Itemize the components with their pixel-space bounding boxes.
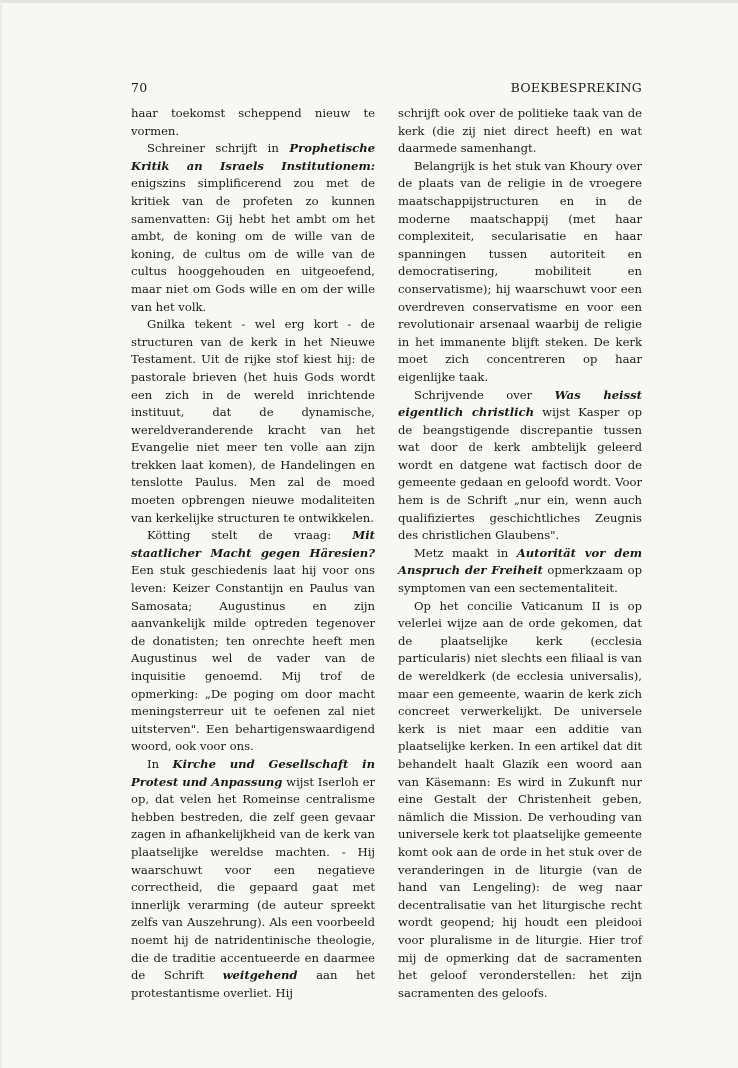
paragraph: Gnilka tekent - wel erg kort - de structuren van de kerk in het Nieuwe Testament. Uit de rijke stof kiest hij: de pastorale brieven (het huis Gods wordt een zich in de wereld inrichtende instituut, dat de dynamische, wereldveranderende kracht van het Evangelie niet meer ten volle aan zijn trekken laat komen), de Handelingen en tenslotte Paulus. Men zal de moed moeten opbrengen nieuwe modaliteiten van kerkelijke structuren te ontwikkelen. bbox=[131, 317, 375, 525]
page-number: 70 bbox=[131, 80, 148, 95]
paragraph: Belangrijk is het stuk van Khoury over de plaats van de religie in de vroegere maatschappijstructuren en in de moderne maatschappij (met haar complexiteit, secularisatie en haar spanningen tussen autoriteit en democratisering, mobiliteit en conservatisme); hij waarschuwt voor een overdreven conservatisme en voor een revolutionair arsenaal waarbij de religie in het immanente blijft steken. De kerk moet zich concentreren op haar eigenlijke taak. bbox=[398, 158, 642, 384]
paragraph: Schrijvende over Was heisst eigentlich christlich wijst Kasper op de beangstigende discrepantie tussen wat door de kerk ambtelijk geleerd wordt en datgene wat factisch door de gemeente gedaan en geloofd wordt. Voor hem is de Schrift „nur ein, wenn auch qualifiziertes geschichtliches Zeugnis des christlichen Glaubens". bbox=[398, 387, 642, 543]
book-title: Kirche und Gesellschaft in Protest und Anpassung bbox=[131, 756, 375, 789]
paragraph: Metz maakt in Autorität vor dem Anspruch der Freiheit opmerkzaam op symptomen van een sectementaliteit. bbox=[398, 545, 642, 596]
book-title: Was heisst eigentlich christlich bbox=[398, 387, 642, 420]
paragraph: Kötting stelt de vraag: Mit staatlicher Macht gegen Häresien? Een stuk geschiedenis laat hij voor ons leven: Keizer Constantijn en Paulus van Samosata; Augustinus en zijn aanvankelijk milde optreden tegenover de donatisten; ten onrechte heeft men Augustinus wel de vader van de inquisitie genoemd. Mij trof de opmerking: „De poging om door macht meningsterreur uit te oefenen zal niet uitsterven". Een behartigenswaardigend woord, ook voor ons. bbox=[131, 528, 375, 754]
book-title: Autorität vor dem Anspruch der Freiheit bbox=[398, 545, 642, 578]
paragraph: Op het concilie Vaticanum II is op velerlei wijze aan de orde gekomen, dat de plaatselijke kerk (ecclesia particularis) niet slechts een filiaal is van de wereldkerk (de ecclesia universalis), maar een gemeente, waarin de kerk zich concreet verwerkelijkt. De universele kerk is niet maar een additie van plaatselijke kerken. In een artikel dat dit behandelt haalt Glazik een woord aan van Käsemann: Es wird in Zukunft nur eine Gestalt der Christenheit geben, nämlich die Mission. De verhouding van universele kerk tot plaatselijke gemeente komt ook aan de orde in het stuk over de veranderingen in de liturgie (van de hand van Lengeling): de weg naar decentralisatie van het liturgische recht wordt geopend; hij houdt een pleidooi voor pluralisme in de liturgie. Hier trof mij de opmerking dat de sacramenten het geloof veronderstellen: het zijn sacramenten des geloofs. bbox=[398, 598, 642, 1000]
paragraph: schrijft ook over de politieke taak van de kerk (die zij niet direct heeft) en wat daarmede samenhangt. bbox=[398, 106, 642, 156]
book-page bbox=[131, 80, 642, 1002]
paragraph: haar toekomst scheppend nieuw te vormen. bbox=[131, 106, 375, 138]
emphasis: weitgehend bbox=[222, 968, 298, 983]
left-column bbox=[131, 105, 375, 1002]
paragraph: In Kirche und Gesellschaft in Protest und Anpassung wijst Iserloh er op, dat velen het Romeinse centralisme hebben bestreden, die zelf geen gevaar zagen in afhankelijkheid van de kerk van plaatselijke wereldse machten. - Hij waarschuwt voor een negatieve correctheid, die gepaard gaat met innerlijk verarming (de auteur spreekt zelfs van Auszehrung). Als een voorbeeld noemt hij de natridentinische theologie, die de traditie accentueerde en daarmee de Schrift weitgehend aan het protestantisme overliet. Hij bbox=[131, 756, 375, 1000]
paragraph: Schreiner schrijft in Prophetische Kritik an Israels Institutionem: enigszins simplificerend zou met de kritiek van de profeten zo kunnen samenvatten: Gij hebt het ambt om het ambt, de koning om de wille van de koning, de cultus om de wille van de cultus hooggehouden en uitgeoefend, maar niet om Gods wille en om der wille van het volk. bbox=[131, 141, 375, 314]
right-column bbox=[398, 105, 642, 1002]
running-head bbox=[131, 80, 642, 95]
book-title: Prophetische Kritik an Israels Institutionem: bbox=[131, 141, 375, 173]
running-title: BOEKBESPREKING bbox=[510, 80, 642, 95]
text-columns bbox=[131, 105, 642, 1002]
book-title: Mit staatlicher Macht gegen Häresien? bbox=[131, 528, 375, 560]
